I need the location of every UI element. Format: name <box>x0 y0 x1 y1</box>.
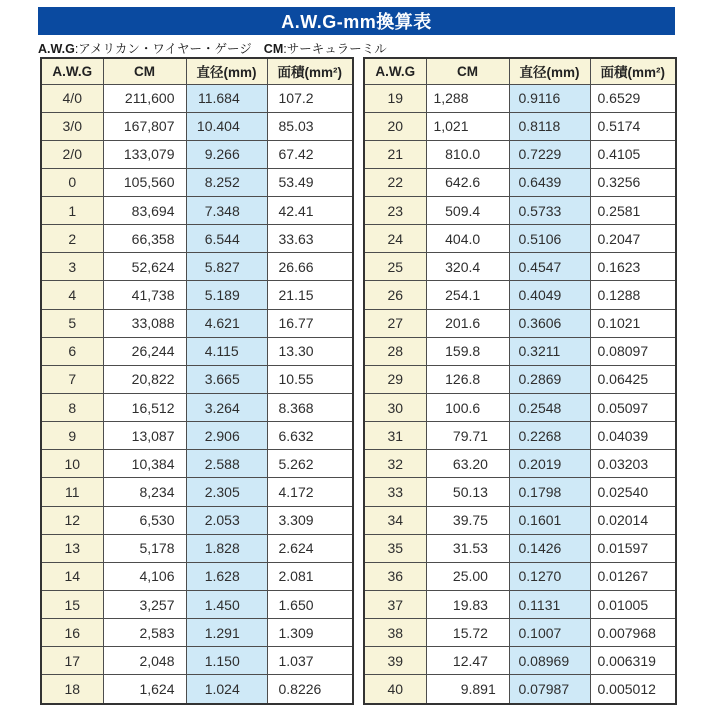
cell-awg: 22 <box>364 168 426 196</box>
cell-cm: 100.6 <box>426 394 509 422</box>
cell-area: 0.006319 <box>590 647 676 675</box>
cell-diameter: 8.252 <box>186 168 267 196</box>
cell-diameter: 0.08969 <box>509 647 590 675</box>
cell-cm: 167,807 <box>103 112 186 140</box>
cell-awg: 14 <box>41 562 103 590</box>
table-row <box>41 675 353 704</box>
cell-cm: 5,178 <box>103 534 186 562</box>
table-header <box>364 58 676 84</box>
table-row <box>41 112 353 140</box>
cell-area: 42.41 <box>267 197 353 225</box>
cell-cm: 13,087 <box>103 422 186 450</box>
table-row <box>364 112 676 140</box>
cell-diameter: 0.5733 <box>509 197 590 225</box>
column-header-diameter: 直径(mm) <box>186 58 267 84</box>
cell-area: 1.037 <box>267 647 353 675</box>
cell-cm: 6,530 <box>103 506 186 534</box>
cell-area: 13.30 <box>267 337 353 365</box>
cell-awg: 12 <box>41 506 103 534</box>
cell-awg: 16 <box>41 619 103 647</box>
cell-diameter: 1.150 <box>186 647 267 675</box>
cell-diameter: 0.3211 <box>509 337 590 365</box>
cell-cm: 52,624 <box>103 253 186 281</box>
table-row <box>364 309 676 337</box>
table-row <box>364 591 676 619</box>
table-row <box>364 534 676 562</box>
cell-area: 0.007968 <box>590 619 676 647</box>
cell-diameter: 7.348 <box>186 197 267 225</box>
legend <box>38 39 387 57</box>
cell-area: 2.081 <box>267 562 353 590</box>
legend-term-awg: A.W.G <box>38 42 75 56</box>
cell-diameter: 9.266 <box>186 140 267 168</box>
cell-area: 6.632 <box>267 422 353 450</box>
cell-diameter: 5.189 <box>186 281 267 309</box>
cell-diameter: 4.115 <box>186 337 267 365</box>
table-row <box>41 281 353 309</box>
cell-awg: 18 <box>41 675 103 704</box>
cell-diameter: 2.053 <box>186 506 267 534</box>
table-row <box>41 225 353 253</box>
cell-cm: 4,106 <box>103 562 186 590</box>
cell-area: 1.650 <box>267 591 353 619</box>
cell-diameter: 0.1798 <box>509 478 590 506</box>
cell-area: 0.05097 <box>590 394 676 422</box>
cell-awg: 21 <box>364 140 426 168</box>
cell-awg: 2 <box>41 225 103 253</box>
title-bar <box>38 7 675 35</box>
cell-area: 8.368 <box>267 394 353 422</box>
cell-awg: 35 <box>364 534 426 562</box>
cell-diameter: 5.827 <box>186 253 267 281</box>
cell-awg: 27 <box>364 309 426 337</box>
cell-awg: 1 <box>41 197 103 225</box>
cell-cm: 642.6 <box>426 168 509 196</box>
cell-diameter: 0.1426 <box>509 534 590 562</box>
cell-diameter: 0.07987 <box>509 675 590 704</box>
cell-area: 0.01267 <box>590 562 676 590</box>
cell-cm: 12.47 <box>426 647 509 675</box>
cell-cm: 79.71 <box>426 422 509 450</box>
cell-diameter: 2.588 <box>186 450 267 478</box>
table-row <box>364 225 676 253</box>
cell-diameter: 0.2869 <box>509 365 590 393</box>
table-row <box>364 140 676 168</box>
cell-cm: 33,088 <box>103 309 186 337</box>
table-row <box>364 253 676 281</box>
table-row <box>364 394 676 422</box>
cell-area: 0.01597 <box>590 534 676 562</box>
cell-cm: 63.20 <box>426 450 509 478</box>
cell-cm: 25.00 <box>426 562 509 590</box>
page-title: A.W.G-mm換算表 <box>281 12 432 32</box>
cell-area: 53.49 <box>267 168 353 196</box>
table-row <box>41 394 353 422</box>
cell-diameter: 1.024 <box>186 675 267 704</box>
column-header-area: 面積(mm²) <box>267 58 353 84</box>
cell-diameter: 0.9116 <box>509 84 590 112</box>
cell-awg: 20 <box>364 112 426 140</box>
table-row <box>364 647 676 675</box>
cell-cm: 2,048 <box>103 647 186 675</box>
table-row <box>364 168 676 196</box>
table-row <box>41 140 353 168</box>
cell-area: 0.6529 <box>590 84 676 112</box>
table-row <box>364 365 676 393</box>
cell-awg: 4/0 <box>41 84 103 112</box>
cell-cm: 8,234 <box>103 478 186 506</box>
column-header-cm: CM <box>426 58 509 84</box>
cell-area: 0.02540 <box>590 478 676 506</box>
cell-awg: 23 <box>364 197 426 225</box>
cell-diameter: 1.291 <box>186 619 267 647</box>
cell-area: 0.03203 <box>590 450 676 478</box>
cell-awg: 19 <box>364 84 426 112</box>
table-row <box>41 647 353 675</box>
column-header-cm: CM <box>103 58 186 84</box>
cell-cm: 26,244 <box>103 337 186 365</box>
conversion-table-right <box>363 57 677 705</box>
cell-area: 85.03 <box>267 112 353 140</box>
cell-awg: 29 <box>364 365 426 393</box>
table-row <box>41 478 353 506</box>
cell-awg: 37 <box>364 591 426 619</box>
cell-awg: 7 <box>41 365 103 393</box>
table-row <box>41 168 353 196</box>
cell-area: 107.2 <box>267 84 353 112</box>
table-row <box>364 619 676 647</box>
cell-awg: 0 <box>41 168 103 196</box>
table-row <box>41 562 353 590</box>
cell-diameter: 0.5106 <box>509 225 590 253</box>
cell-diameter: 0.7229 <box>509 140 590 168</box>
legend-term-cm: CM <box>263 42 284 56</box>
cell-awg: 4 <box>41 281 103 309</box>
cell-cm: 201.6 <box>426 309 509 337</box>
cell-diameter: 0.8118 <box>509 112 590 140</box>
cell-area: 0.08097 <box>590 337 676 365</box>
cell-awg: 8 <box>41 394 103 422</box>
cell-area: 2.624 <box>267 534 353 562</box>
cell-diameter: 4.621 <box>186 309 267 337</box>
table-row <box>364 478 676 506</box>
column-header-awg: A.W.G <box>41 58 103 84</box>
cell-area: 67.42 <box>267 140 353 168</box>
table-row <box>41 534 353 562</box>
table-row <box>41 197 353 225</box>
cell-area: 1.309 <box>267 619 353 647</box>
cell-awg: 36 <box>364 562 426 590</box>
cell-cm: 1,288 <box>426 84 509 112</box>
table-row <box>364 506 676 534</box>
table-body <box>41 84 353 704</box>
cell-area: 4.172 <box>267 478 353 506</box>
cell-awg: 24 <box>364 225 426 253</box>
cell-diameter: 0.1131 <box>509 591 590 619</box>
cell-area: 0.01005 <box>590 591 676 619</box>
cell-awg: 28 <box>364 337 426 365</box>
cell-cm: 159.8 <box>426 337 509 365</box>
cell-area: 21.15 <box>267 281 353 309</box>
column-header-diameter: 直径(mm) <box>509 58 590 84</box>
table-row <box>41 591 353 619</box>
column-header-area: 面積(mm²) <box>590 58 676 84</box>
cell-area: 0.04039 <box>590 422 676 450</box>
cell-diameter: 0.6439 <box>509 168 590 196</box>
cell-awg: 2/0 <box>41 140 103 168</box>
cell-awg: 11 <box>41 478 103 506</box>
table-row <box>364 675 676 704</box>
cell-diameter: 0.2548 <box>509 394 590 422</box>
cell-awg: 15 <box>41 591 103 619</box>
cell-diameter: 6.544 <box>186 225 267 253</box>
cell-awg: 3 <box>41 253 103 281</box>
table-row <box>364 197 676 225</box>
cell-area: 0.8226 <box>267 675 353 704</box>
table-row <box>364 337 676 365</box>
cell-cm: 320.4 <box>426 253 509 281</box>
table-body <box>364 84 676 704</box>
cell-diameter: 0.1007 <box>509 619 590 647</box>
cell-cm: 31.53 <box>426 534 509 562</box>
cell-area: 0.06425 <box>590 365 676 393</box>
cell-diameter: 0.2019 <box>509 450 590 478</box>
cell-area: 5.262 <box>267 450 353 478</box>
cell-area: 3.309 <box>267 506 353 534</box>
cell-diameter: 11.684 <box>186 84 267 112</box>
cell-cm: 1,021 <box>426 112 509 140</box>
table-row <box>41 506 353 534</box>
cell-awg: 39 <box>364 647 426 675</box>
cell-cm: 50.13 <box>426 478 509 506</box>
cell-area: 0.1288 <box>590 281 676 309</box>
cell-diameter: 2.305 <box>186 478 267 506</box>
cell-diameter: 0.4547 <box>509 253 590 281</box>
cell-cm: 509.4 <box>426 197 509 225</box>
cell-cm: 254.1 <box>426 281 509 309</box>
cell-cm: 3,257 <box>103 591 186 619</box>
cell-diameter: 3.264 <box>186 394 267 422</box>
cell-diameter: 1.628 <box>186 562 267 590</box>
cell-cm: 2,583 <box>103 619 186 647</box>
cell-awg: 40 <box>364 675 426 704</box>
cell-diameter: 1.450 <box>186 591 267 619</box>
cell-diameter: 0.3606 <box>509 309 590 337</box>
table-row <box>364 422 676 450</box>
cell-area: 0.2047 <box>590 225 676 253</box>
cell-cm: 133,079 <box>103 140 186 168</box>
cell-cm: 16,512 <box>103 394 186 422</box>
cell-diameter: 2.906 <box>186 422 267 450</box>
cell-area: 0.5174 <box>590 112 676 140</box>
cell-awg: 30 <box>364 394 426 422</box>
cell-area: 0.3256 <box>590 168 676 196</box>
cell-cm: 810.0 <box>426 140 509 168</box>
cell-cm: 83,694 <box>103 197 186 225</box>
cell-diameter: 1.828 <box>186 534 267 562</box>
cell-cm: 39.75 <box>426 506 509 534</box>
cell-awg: 6 <box>41 337 103 365</box>
table-row <box>41 365 353 393</box>
cell-awg: 5 <box>41 309 103 337</box>
legend-def-cm: :サーキュラーミル <box>283 42 387 56</box>
cell-diameter: 0.1601 <box>509 506 590 534</box>
table-header <box>41 58 353 84</box>
cell-diameter: 3.665 <box>186 365 267 393</box>
column-header-awg: A.W.G <box>364 58 426 84</box>
cell-awg: 25 <box>364 253 426 281</box>
table-row <box>364 562 676 590</box>
cell-cm: 41,738 <box>103 281 186 309</box>
cell-area: 0.1021 <box>590 309 676 337</box>
cell-awg: 31 <box>364 422 426 450</box>
table-row <box>364 84 676 112</box>
cell-cm: 19.83 <box>426 591 509 619</box>
cell-cm: 15.72 <box>426 619 509 647</box>
cell-diameter: 0.4049 <box>509 281 590 309</box>
cell-cm: 105,560 <box>103 168 186 196</box>
cell-awg: 38 <box>364 619 426 647</box>
table-row <box>364 281 676 309</box>
conversion-table-left <box>40 57 354 705</box>
table-row <box>41 422 353 450</box>
table-row <box>364 450 676 478</box>
cell-awg: 32 <box>364 450 426 478</box>
table-row <box>41 84 353 112</box>
cell-awg: 3/0 <box>41 112 103 140</box>
table-row <box>41 253 353 281</box>
cell-area: 0.2581 <box>590 197 676 225</box>
cell-cm: 1,624 <box>103 675 186 704</box>
cell-area: 10.55 <box>267 365 353 393</box>
cell-area: 0.005012 <box>590 675 676 704</box>
cell-diameter: 0.2268 <box>509 422 590 450</box>
cell-awg: 9 <box>41 422 103 450</box>
cell-area: 0.02014 <box>590 506 676 534</box>
cell-cm: 126.8 <box>426 365 509 393</box>
cell-cm: 404.0 <box>426 225 509 253</box>
cell-diameter: 10.404 <box>186 112 267 140</box>
legend-def-awg: :アメリカン・ワイヤー・ゲージ <box>74 42 252 56</box>
cell-area: 0.4105 <box>590 140 676 168</box>
cell-area: 16.77 <box>267 309 353 337</box>
cell-cm: 211,600 <box>103 84 186 112</box>
table-row <box>41 619 353 647</box>
cell-awg: 10 <box>41 450 103 478</box>
cell-cm: 9.891 <box>426 675 509 704</box>
table-row <box>41 450 353 478</box>
table-row <box>41 337 353 365</box>
table-row <box>41 309 353 337</box>
cell-awg: 13 <box>41 534 103 562</box>
cell-area: 0.1623 <box>590 253 676 281</box>
cell-cm: 66,358 <box>103 225 186 253</box>
cell-awg: 26 <box>364 281 426 309</box>
cell-awg: 17 <box>41 647 103 675</box>
cell-area: 33.63 <box>267 225 353 253</box>
cell-cm: 20,822 <box>103 365 186 393</box>
cell-awg: 33 <box>364 478 426 506</box>
cell-area: 26.66 <box>267 253 353 281</box>
cell-cm: 10,384 <box>103 450 186 478</box>
cell-diameter: 0.1270 <box>509 562 590 590</box>
cell-awg: 34 <box>364 506 426 534</box>
